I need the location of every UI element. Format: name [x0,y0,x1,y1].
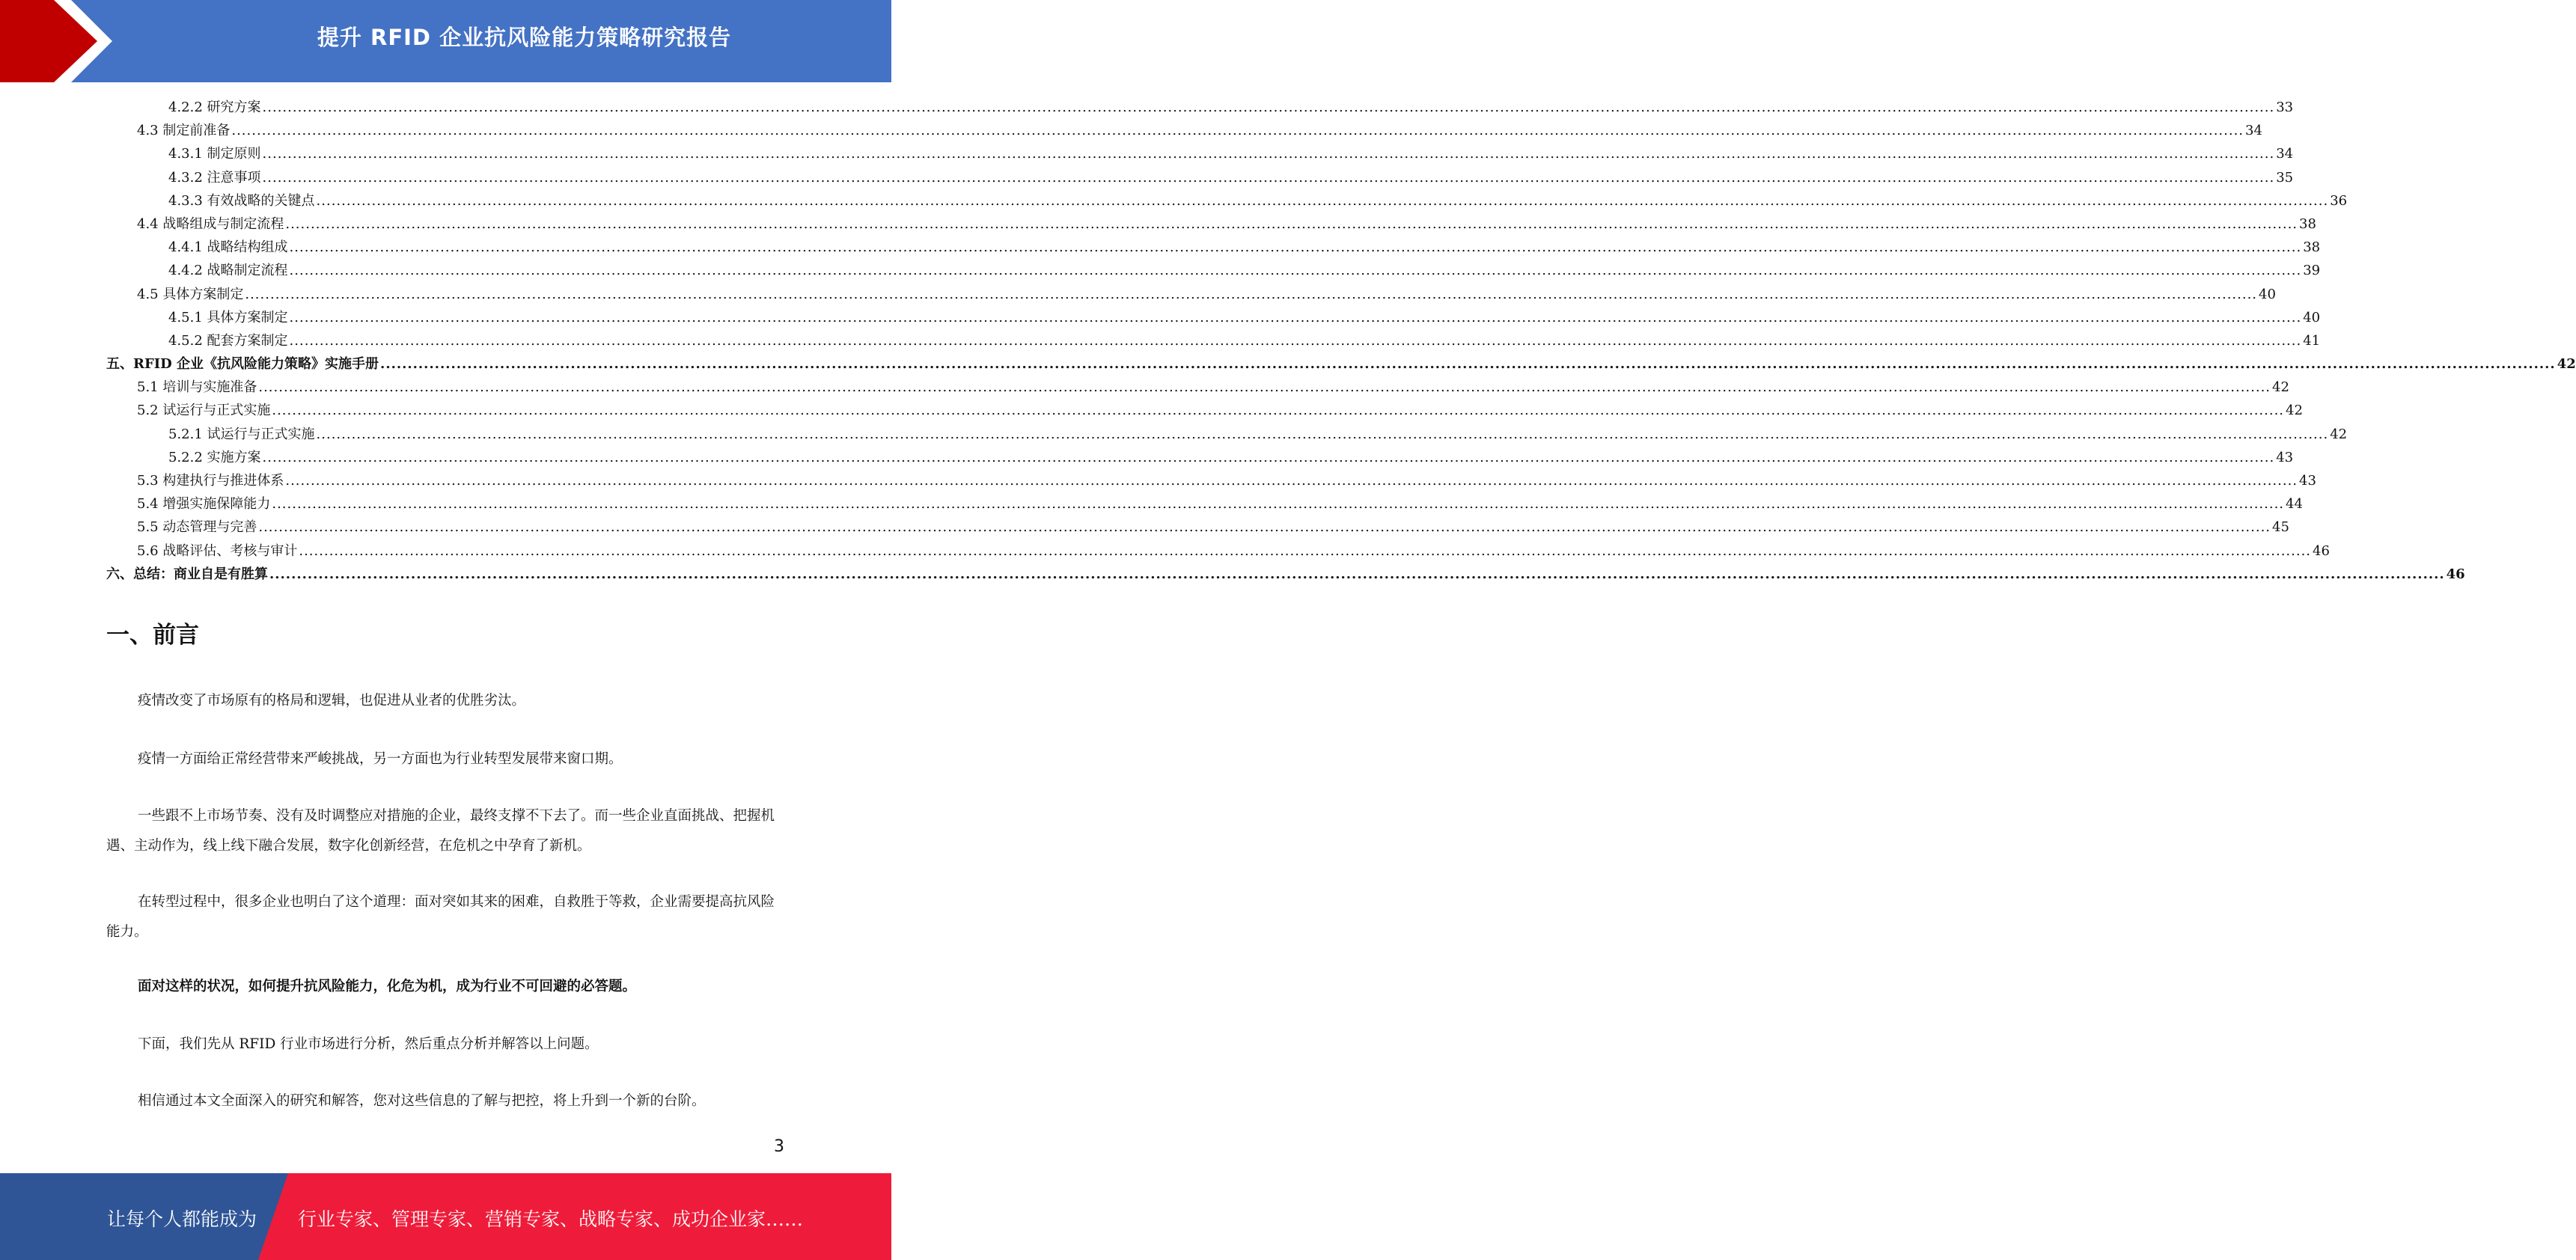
toc-entry-page-number: 40 [2259,286,2276,302]
table-of-contents [106,96,2576,586]
toc-entry-page-number: 38 [2299,215,2316,232]
toc-leader-dots: ................................................................................................................................................................................................................................................................................................................................................................................................................ [262,449,2275,465]
toc-leader-dots: ................................................................................................................................................................................................................................................................................................................................................................................................................ [272,403,2285,419]
toc-leader-dots: ................................................................................................................................................................................................................................................................................................................................................................................................................ [269,566,2445,582]
footer-slogan-right: 行业专家、管理专家、营销专家、战略专家、成功企业家…… [298,1208,804,1230]
toc-entry-title: 5.1 培训与实施准备 [137,379,257,396]
toc-entry-title: 4.3.3 有效战略的关键点 [168,192,315,209]
document-title: 提升 RFID 企业抗风险能力策略研究报告 [317,25,732,50]
toc-entry-page-number: 42 [2330,426,2348,442]
toc-entry-title: 4.4.1 战略结构组成 [168,239,288,256]
footer-slogan-left: 让每个人都能成为 [107,1208,257,1230]
toc-entry-page-number: 39 [2303,263,2321,279]
toc-leader-dots: ................................................................................................................................................................................................................................................................................................................................................................................................................ [289,332,2302,349]
toc-entry[interactable] [106,189,2348,212]
toc-entry-title: 4.3 制定前准备 [137,123,231,139]
toc-entry-page-number: 43 [2299,473,2316,489]
toc-leader-dots: ................................................................................................................................................................................................................................................................................................................................................................................................................ [289,263,2302,279]
toc-entry-title: 4.3.2 注意事项 [168,169,261,186]
toc-entry-title: 5.2.1 试运行与正式实施 [168,426,315,442]
toc-entry-page-number: 33 [2276,100,2294,115]
toc-leader-dots: ................................................................................................................................................................................................................................................................................................................................................................................................................ [285,215,2298,232]
toc-entry[interactable] [106,96,2294,119]
toc-entry-page-number: 46 [2446,566,2465,582]
toc-entry-title: 5.5 动态管理与完善 [137,519,257,536]
toc-leader-dots: ................................................................................................................................................................................................................................................................................................................................................................................................................ [231,123,2244,139]
toc-entry-title: 5.4 增强实施保障能力 [137,496,271,513]
section-heading: 一、前言 [106,622,199,649]
toc-leader-dots: ................................................................................................................................................................................................................................................................................................................................................................................................................ [289,239,2302,256]
page-footer [0,1173,891,1260]
toc-entry-page-number: 38 [2303,239,2321,256]
toc-entry-page-number: 42 [2286,403,2303,419]
toc-entry[interactable] [106,376,2289,399]
toc-entry-title: 5.6 战略评估、考核与审计 [137,542,298,559]
toc-leader-dots: ................................................................................................................................................................................................................................................................................................................................................................................................................ [299,542,2312,559]
toc-entry-title: 六、总结：商业自是有胜算 [106,566,268,582]
toc-entry-page-number: 42 [2272,379,2289,396]
toc-leader-dots: ................................................................................................................................................................................................................................................................................................................................................................................................................ [285,473,2298,489]
toc-entry[interactable] [106,492,2303,516]
toc-entry-title: 4.4.2 战略制定流程 [168,263,288,279]
toc-entry-title: 4.2.2 研究方案 [168,100,261,115]
toc-entry[interactable] [106,469,2316,492]
toc-entry[interactable] [106,212,2316,236]
toc-entry[interactable] [106,352,2576,376]
toc-leader-dots: ................................................................................................................................................................................................................................................................................................................................................................................................................ [258,519,2271,536]
toc-entry[interactable] [106,516,2289,539]
toc-leader-dots: ................................................................................................................................................................................................................................................................................................................................................................................................................ [289,309,2302,325]
toc-leader-dots: ................................................................................................................................................................................................................................................................................................................................................................................................................ [262,100,2275,115]
toc-entry-title: 5.3 构建执行与推进体系 [137,473,284,489]
toc-entry[interactable] [106,259,2321,282]
toc-entry-title: 4.5.1 具体方案制定 [168,309,288,325]
body-paragraph: 下面，我们先从 RFID 行业市场进行分析，然后重点分析并解答以上问题。 [138,1036,599,1052]
toc-leader-dots: ................................................................................................................................................................................................................................................................................................................................................................................................................ [258,379,2271,396]
toc-leader-dots: ................................................................................................................................................................................................................................................................................................................................................................................................................ [262,169,2275,186]
page-header [0,0,891,82]
toc-entry[interactable] [106,423,2348,446]
toc-entry-title: 4.3.1 制定原则 [168,146,261,162]
toc-entry[interactable] [106,399,2303,422]
toc-entry-page-number: 43 [2276,449,2294,465]
toc-entry-page-number: 46 [2313,542,2330,559]
toc-entry-page-number: 44 [2286,496,2303,513]
body-paragraph-emphasis: 面对这样的状况，如何提升抗风险能力，化危为机，成为行业不可回避的必答题。 [138,979,637,994]
toc-entry[interactable] [106,563,2465,586]
toc-entry-page-number: 45 [2272,519,2289,536]
toc-leader-dots: ................................................................................................................................................................................................................................................................................................................................................................................................................ [380,356,2556,373]
toc-entry[interactable] [106,306,2321,329]
toc-entry[interactable] [106,539,2330,563]
toc-entry[interactable] [106,166,2294,189]
body-paragraph: 在转型过程中，很多企业也明白了这个道理：面对突如其来的困难，自救胜于等救，企业需要提高抗风险能力。 [106,894,775,940]
toc-entry-page-number: 41 [2303,332,2321,349]
body-paragraph: 疫情一方面给正常经营带来严峻挑战，另一方面也为行业转型发展带来窗口期。 [138,751,623,767]
toc-leader-dots: ................................................................................................................................................................................................................................................................................................................................................................................................................ [245,286,2258,302]
toc-entry-page-number: 34 [2276,146,2294,162]
page-number: 3 [774,1137,784,1156]
body-paragraph: 疫情改变了市场原有的格局和逻辑，也促进从业者的优胜劣汰。 [138,693,526,709]
toc-entry-page-number: 34 [2245,123,2262,139]
toc-entry-page-number: 36 [2330,192,2348,209]
toc-entry[interactable] [106,142,2294,165]
toc-leader-dots: ................................................................................................................................................................................................................................................................................................................................................................................................................ [262,146,2275,162]
toc-entry[interactable] [106,329,2321,352]
toc-entry[interactable] [106,119,2262,142]
toc-entry-title: 5.2.2 实施方案 [168,449,261,465]
toc-entry-title: 五、RFID 企业《抗风险能力策略》实施手册 [106,356,379,373]
toc-entry-page-number: 40 [2303,309,2321,325]
toc-entry-title: 4.5.2 配套方案制定 [168,332,288,349]
toc-entry[interactable] [106,283,2276,306]
toc-entry-page-number: 42 [2557,356,2576,373]
toc-entry[interactable] [106,446,2294,469]
toc-leader-dots: ................................................................................................................................................................................................................................................................................................................................................................................................................ [272,496,2285,513]
body-paragraph: 相信通过本文全面深入的研究和解答，您对这些信息的了解与把控，将上升到一个新的台阶。 [138,1093,706,1109]
toc-entry-title: 5.2 试运行与正式实施 [137,403,271,419]
body-paragraph: 一些跟不上市场节奏、没有及时调整应对措施的企业，最终支撑不下去了。而一些企业直面挑战、把握机遇、主动作为，线上线下融合发展，数字化创新经营，在危机之中孕育了新机。 [106,808,775,854]
toc-leader-dots: ................................................................................................................................................................................................................................................................................................................................................................................................................ [316,426,2329,442]
toc-entry-title: 4.4 战略组成与制定流程 [137,215,284,232]
toc-entry-page-number: 35 [2276,169,2294,186]
toc-leader-dots: ................................................................................................................................................................................................................................................................................................................................................................................................................ [316,192,2329,209]
header-arrow-decoration [0,0,120,82]
toc-entry-title: 4.5 具体方案制定 [137,286,244,302]
toc-entry[interactable] [106,236,2321,259]
